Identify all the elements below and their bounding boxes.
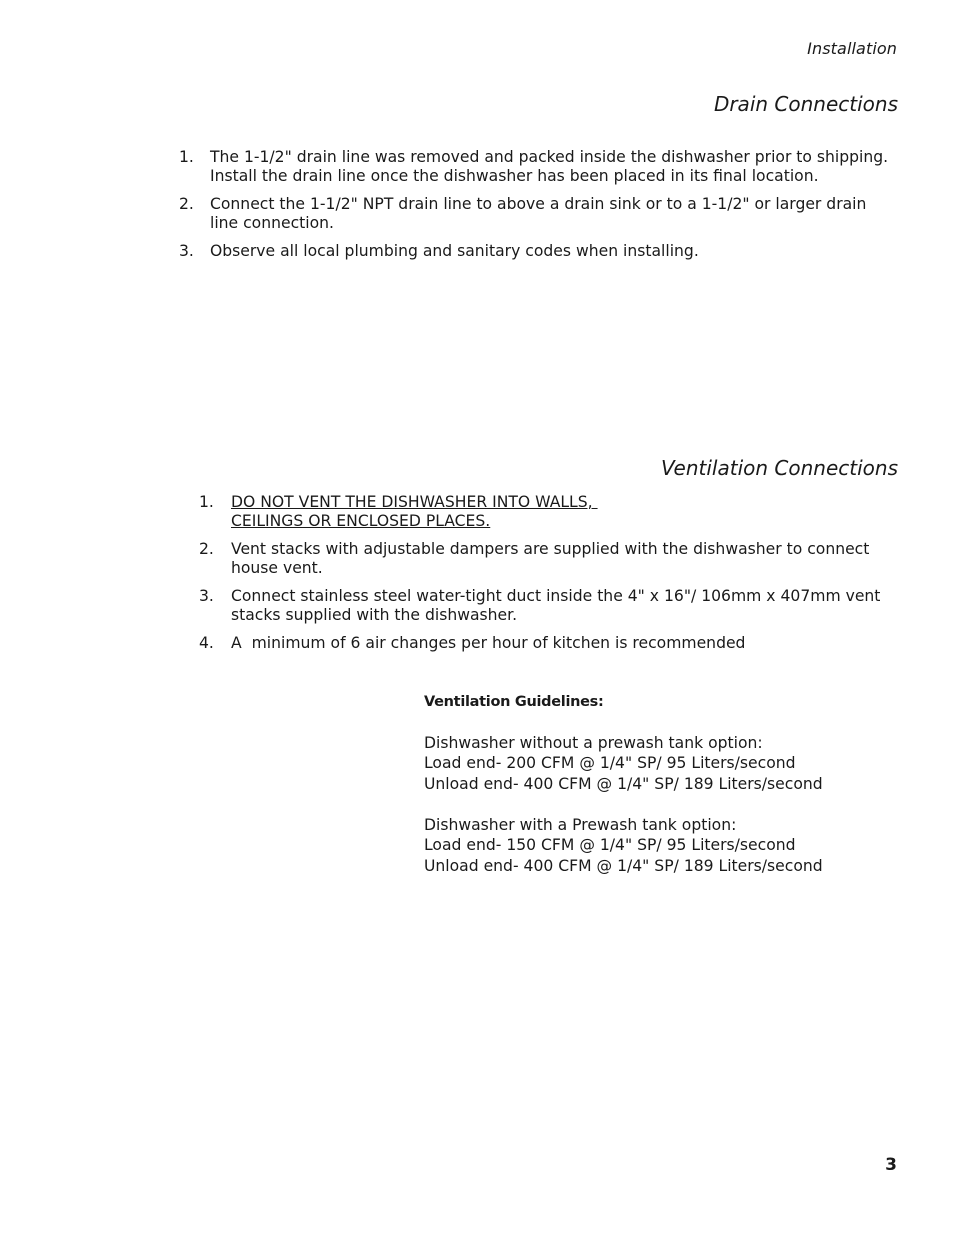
step-number: 2. <box>199 540 214 558</box>
step-text: A minimum of 6 air changes per hour of kitchen is recommended <box>231 634 746 652</box>
list-item <box>199 540 899 578</box>
drain-connections-title: Drain Connections <box>713 92 898 116</box>
list-item <box>179 148 899 186</box>
step-text: The 1-1/2" drain line was removed and packed inside the dishwasher prior to shipping. Install the drain line once the dishwasher has been placed in its final location. <box>210 148 889 185</box>
step-text: Connect the 1-1/2" NPT drain line to above a drain sink or to a 1-1/2" or larger drain line connection. <box>210 195 867 232</box>
step-number: 3. <box>199 587 214 605</box>
guideline-group-without-prewash <box>424 733 904 795</box>
group-title: Dishwasher without a prewash tank option: <box>424 733 763 752</box>
list-item <box>199 634 899 653</box>
step-text: Observe all local plumbing and sanitary codes when installing. <box>210 242 699 260</box>
group-title: Dishwasher with a Prewash tank option: <box>424 815 737 834</box>
drain-steps-list <box>179 148 899 270</box>
unload-end-spec: Unload end- 400 CFM @ 1/4" SP/ 189 Liters/second <box>424 856 823 875</box>
list-item <box>179 195 899 233</box>
step-number: 1. <box>199 493 214 511</box>
step-text: Vent stacks with adjustable dampers are supplied with the dishwasher to connect house vent. <box>231 540 870 577</box>
step-number: 3. <box>179 242 194 260</box>
step-number: 4. <box>199 634 214 652</box>
list-item <box>179 242 899 261</box>
warning-text-line-1: DO NOT VENT THE DISHWASHER INTO WALLS, <box>231 493 598 511</box>
step-text: Connect stainless steel water-tight duct inside the 4" x 16"/ 106mm x 407mm vent stacks supplied with the dishwasher. <box>231 587 881 624</box>
list-item <box>199 587 899 625</box>
ventilation-steps-list <box>199 493 899 662</box>
warning-text-line-2: CEILINGS OR ENCLOSED PLACES. <box>231 512 491 530</box>
load-end-spec: Load end- 150 CFM @ 1/4" SP/ 95 Liters/second <box>424 836 796 854</box>
running-head: Installation <box>807 39 897 58</box>
guidelines-heading: Ventilation Guidelines: <box>424 694 604 710</box>
guideline-group-with-prewash <box>424 815 904 877</box>
ventilation-connections-title: Ventilation Connections <box>661 456 898 480</box>
load-end-spec: Load end- 200 CFM @ 1/4" SP/ 95 Liters/second <box>424 754 796 772</box>
unload-end-spec: Unload end- 400 CFM @ 1/4" SP/ 189 Liters/second <box>424 774 823 793</box>
step-number: 2. <box>179 195 194 213</box>
step-number: 1. <box>179 148 194 166</box>
page-number: 3 <box>885 1155 897 1175</box>
list-item <box>199 493 899 531</box>
ventilation-guidelines <box>424 692 904 897</box>
